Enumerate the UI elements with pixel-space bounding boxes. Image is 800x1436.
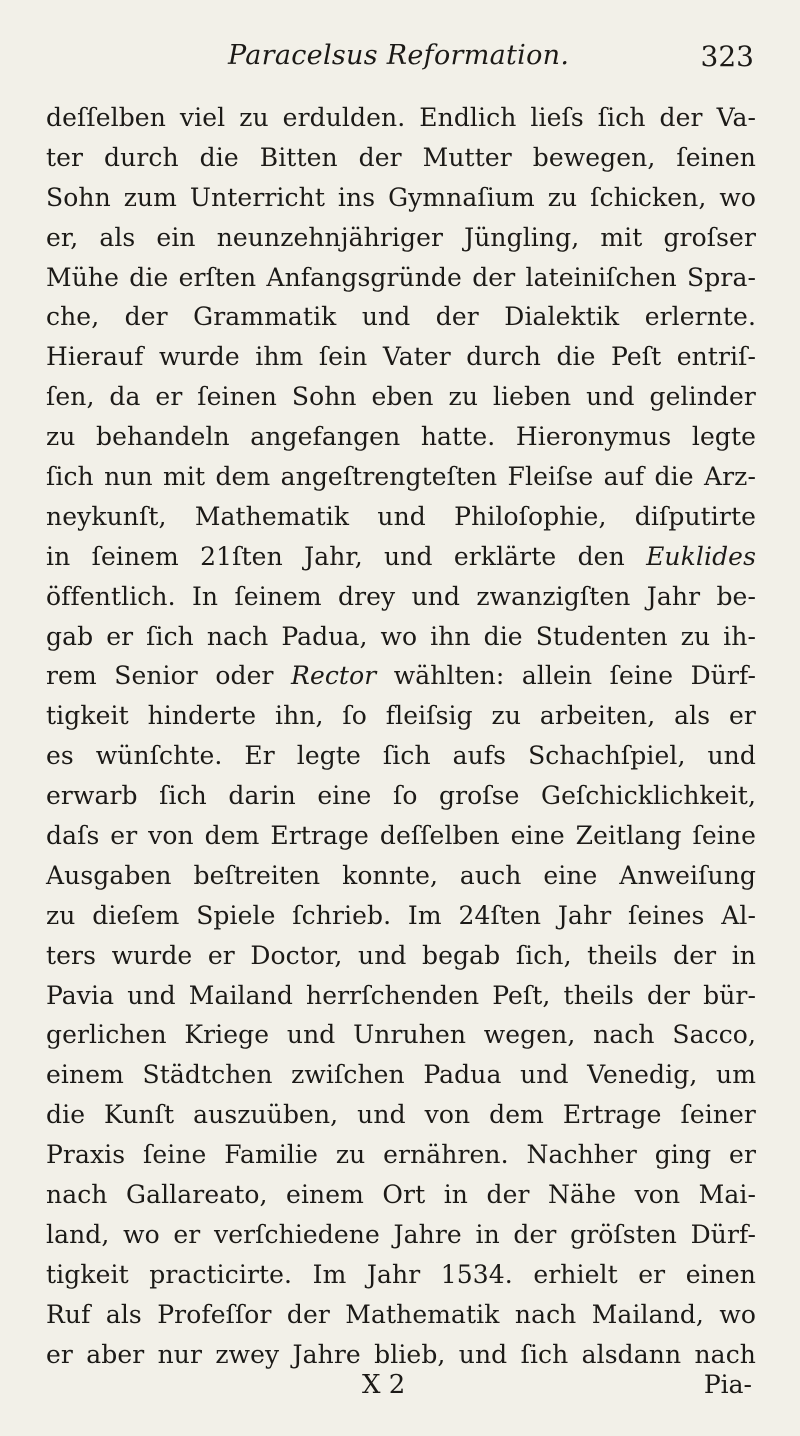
text-segment: Ruf als Profeſſor der Mathematik nach Mailand, wo xyxy=(46,1299,756,1329)
text-line xyxy=(46,936,756,976)
text-line xyxy=(46,1015,756,1055)
text-line xyxy=(46,1175,756,1215)
text-segment: gab er ſich nach Padua, wo ihn die Studenten zu ih- xyxy=(46,621,756,651)
text-line xyxy=(46,98,756,138)
text-segment: Euklides xyxy=(646,541,756,571)
text-segment: tigkeit practicirte. Im Jahr 1534. erhielt er einen xyxy=(46,1259,756,1289)
text-segment: wählten: allein ſeine Dürf- xyxy=(376,661,757,691)
text-segment: einem Städtchen zwiſchen Padua und Venedig, um xyxy=(46,1060,756,1090)
text-line xyxy=(46,736,756,776)
catchword: Pia- xyxy=(703,1370,752,1399)
body-text xyxy=(46,98,756,1375)
text-segment: tigkeit hinderte ihn, ſo fleiſsig zu arbeiten, als er xyxy=(46,701,756,731)
text-segment: Praxis ſeine Familie zu ernähren. Nachher ging er xyxy=(46,1140,756,1170)
text-segment: erwarb ſich darin eine ſo groſse Geſchicklichkeit, xyxy=(46,781,756,811)
text-segment: Pavia und Mailand herrſchenden Peſt, theils der bür- xyxy=(46,980,756,1010)
text-line xyxy=(46,896,756,936)
text-segment: Sohn zum Unterricht ins Gymnaſium zu ſchicken, wo xyxy=(46,182,756,212)
text-line xyxy=(46,776,756,816)
text-segment: in ſeinem 21ſten Jahr, und erklärte den xyxy=(46,541,647,571)
text-line xyxy=(46,656,756,696)
text-line xyxy=(46,218,756,258)
text-segment: Hierauf wurde ihm ſein Vater durch die Peſt entriſ- xyxy=(46,342,756,372)
text-segment: zu behandeln angefangen hatte. Hieronymus legte xyxy=(46,422,756,452)
text-segment: ters wurde er Doctor, und begab ſich, theils der in xyxy=(46,940,756,970)
text-line xyxy=(46,258,756,298)
text-segment: Rector xyxy=(291,661,377,691)
text-line xyxy=(46,816,756,856)
text-line xyxy=(46,417,756,457)
text-segment: deſſelben viel zu erdulden. Endlich lieſs ſich der Va- xyxy=(46,103,756,132)
page-number: 323 xyxy=(700,40,754,73)
text-segment: zu dieſem Spiele ſchrieb. Im 24ſten Jahr ſeines Al- xyxy=(46,900,756,930)
text-line xyxy=(46,617,756,657)
text-line xyxy=(46,537,756,577)
text-segment: nach Gallareato, einem Ort in der Nähe von Mai- xyxy=(46,1180,756,1210)
text-line xyxy=(46,1335,756,1375)
text-segment: er, als ein neunzehnjähriger Jüngling, mit groſser xyxy=(46,222,756,252)
text-segment: neykunſt, Mathematik und Philoſophie, diſputirte xyxy=(46,501,756,531)
text-segment: daſs er von dem Ertrage deſſelben eine Zeitlang ſeine xyxy=(46,821,756,851)
text-segment: ſen, da er ſeinen Sohn eben zu lieben und gelinder xyxy=(46,382,756,412)
text-segment: öffentlich. In ſeinem drey und zwanzigſten Jahr be- xyxy=(46,581,756,611)
text-line xyxy=(46,457,756,497)
text-segment: ſich nun mit dem angeſtrengteſten Fleiſse auf die Arz- xyxy=(46,462,756,492)
signature-mark: X 2 xyxy=(362,1370,406,1400)
text-line xyxy=(46,577,756,617)
text-segment: er aber nur zwey Jahre blieb, und ſich alsdann nach xyxy=(46,1339,756,1369)
text-line xyxy=(46,337,756,377)
text-line xyxy=(46,1215,756,1255)
page-footer xyxy=(0,1370,800,1410)
text-segment: die Kunſt auszuüben, und von dem Ertrage ſeiner xyxy=(46,1100,756,1130)
running-title: Paracelsus Reformation. xyxy=(228,40,570,71)
text-segment: land, wo er verſchiedene Jahre in der gröſsten Dürf- xyxy=(46,1219,756,1249)
text-line xyxy=(46,1255,756,1295)
text-line xyxy=(46,696,756,736)
text-line xyxy=(46,1055,756,1095)
text-line xyxy=(46,497,756,537)
text-line xyxy=(46,1095,756,1135)
text-line xyxy=(46,297,756,337)
text-line xyxy=(46,976,756,1016)
text-segment: rem Senior oder xyxy=(46,661,292,691)
text-line xyxy=(46,377,756,417)
text-line xyxy=(46,138,756,178)
text-line xyxy=(46,856,756,896)
text-line xyxy=(46,1135,756,1175)
text-segment: che, der Grammatik und der Dialektik erlernte. xyxy=(46,302,756,332)
text-line xyxy=(46,178,756,218)
text-segment: ter durch die Bitten der Mutter bewegen, ſeinen xyxy=(46,142,756,172)
running-head xyxy=(0,36,800,84)
text-segment: Ausgaben beſtreiten konnte, auch eine Anweiſung xyxy=(46,860,756,890)
text-segment: gerlichen Kriege und Unruhen wegen, nach Sacco, xyxy=(46,1020,756,1050)
text-segment: es wünſchte. Er legte ſich aufs Schachſpiel, und xyxy=(46,741,756,771)
text-line xyxy=(46,1295,756,1335)
text-segment: Mühe die erſten Anfangsgründe der lateiniſchen Spra- xyxy=(46,262,756,292)
